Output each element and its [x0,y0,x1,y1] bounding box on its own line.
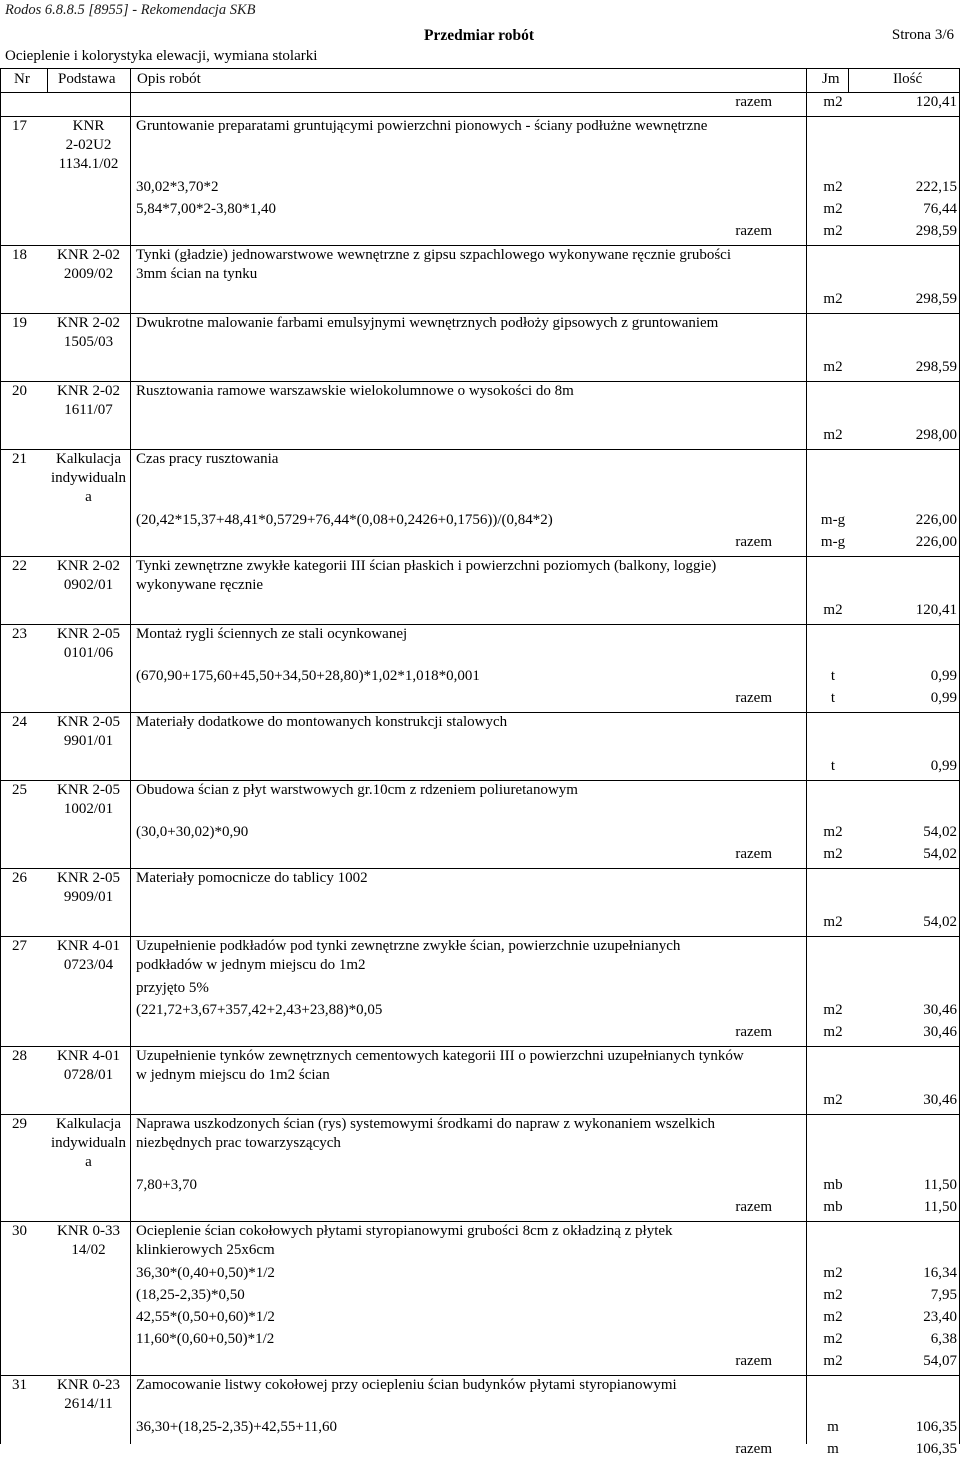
sum-label: razem [735,846,772,862]
item-basis: KNR 2-02 [57,383,120,399]
calc-formula: 36,30*(0,40+0,50)*1/2 [136,1265,275,1281]
sum-quantity: 226,00 [915,534,957,550]
calc-formula: 5,84*7,00*2-3,80*1,40 [136,201,276,217]
item-description: Uzupełnienie tynków zewnętrznych cementowych kategorii III o powierzchni uzupełnianych tynków [136,1048,744,1064]
table-border-top [0,68,960,69]
item-basis: 1505/03 [63,334,114,350]
item-description: Obudowa ścian z płyt warstwowych gr.10cm z rdzeniem poliuretanowym [136,782,578,798]
software-caption: Rodos 6.8.8.5 [8955] - Rekomendacja SKB [5,2,256,18]
sum-quantity: 54,07 [923,1353,957,1369]
item-description: Tynki zewnętrzne zwykłe kategorii III ścian płaskich i powierzchni poziomych (balkony, loggie) [136,558,717,574]
item-number: 25 [12,782,27,798]
item-basis: 0101/06 [63,645,114,661]
item-number: 18 [12,247,27,263]
item-basis: a [85,1154,92,1170]
sum-unit: m [827,1441,839,1457]
item-basis: KNR 2-05 [57,870,120,886]
item-basis: KNR 2-02 [57,247,120,263]
total-quantity: 30,46 [923,1092,957,1108]
sum-quantity: 54,02 [923,846,957,862]
sum-label: razem [735,1441,772,1457]
calc-unit: m-g [820,512,846,528]
calc-formula: (18,25-2,35)*0,50 [136,1287,245,1303]
calc-unit: m2 [823,1002,843,1018]
sum-quantity: 106,35 [915,1441,957,1457]
item-basis: 1611/07 [64,402,113,418]
calc-unit: m2 [823,824,843,840]
col-unit: Jm [822,71,840,87]
item-number: 30 [12,1223,27,1239]
item-description: Gruntowanie preparatami gruntującymi powierzchni pionowych - ściany podłużne wewnętrzne [136,118,708,134]
col-nr: Nr [14,71,30,87]
calc-quantity: 30,46 [923,1002,957,1018]
item-number: 17 [12,118,27,134]
sum-label: razem [735,1353,772,1369]
item-description: Materiały pomocnicze do tablicy 1002 [136,870,368,886]
calc-quantity: 7,95 [930,1287,957,1303]
total-unit: t [830,758,836,774]
calc-quantity: 226,00 [915,512,957,528]
calc-unit: m2 [823,179,843,195]
item-number: 29 [12,1116,27,1132]
item-basis: Kalkulacja [56,1116,121,1132]
calc-quantity: 106,35 [915,1419,957,1435]
item-number: 21 [12,451,27,467]
calc-unit: m2 [823,1331,843,1347]
total-unit: m2 [823,602,843,618]
calc-unit: m2 [823,201,843,217]
calc-unit: t [830,668,836,684]
calc-formula: 7,80+3,70 [136,1177,197,1193]
total-quantity: 298,59 [915,291,957,307]
item-basis: 0723/04 [63,957,114,973]
sum-unit: m2 [823,223,843,239]
item-description: Montaż rygli ściennych ze stali ocynkowanej [136,626,408,642]
item-description: 3mm ścian na tynku [136,266,258,282]
sum-unit: mb [823,1199,843,1215]
calc-quantity: 222,15 [915,179,957,195]
row-divider [0,116,960,117]
item-basis: KNR 4-01 [57,1048,120,1064]
calc-formula: 30,02*3,70*2 [136,179,219,195]
sum-label: razem [735,223,772,239]
item-basis: 2009/02 [63,266,114,282]
row-divider [0,381,960,382]
item-basis: 2614/11 [64,1396,113,1412]
calc-formula: (670,90+175,60+45,50+34,50+28,80)*1,02*1,018*0,001 [136,668,480,684]
item-basis: 2-02U2 [65,137,112,153]
calc-formula: (221,72+3,67+357,42+2,43+23,88)*0,05 [136,1002,383,1018]
item-basis: KNR 0-33 [57,1223,120,1239]
item-basis: 1134.1/02 [58,156,119,172]
item-description: Dwukrotne malowanie farbami emulsyjnymi wewnętrznych podłoży gipsowych z gruntowaniem [136,315,719,331]
sum-label: razem [735,94,772,110]
sum-quantity: 298,59 [915,223,957,239]
column-border [806,68,807,1444]
col-basis: Podstawa [58,71,116,87]
item-number: 20 [12,383,27,399]
calc-quantity: 11,50 [923,1177,957,1193]
sum-quantity: 30,46 [923,1024,957,1040]
item-number: 31 [12,1377,27,1393]
total-unit: m2 [823,427,843,443]
item-basis: indywidualn [51,1135,126,1151]
item-description: Uzupełnienie podkładów pod tynki zewnętrzne zwykłe ścian, powierzchnie uzupełnianych [136,938,681,954]
total-quantity: 54,02 [923,914,957,930]
row-divider [0,712,960,713]
sum-label: razem [735,1199,772,1215]
total-quantity: 0,99 [930,758,957,774]
sum-label: razem [735,1024,772,1040]
project-subtitle: Ocieplenie i kolorystyka elewacji, wymiana stolarki [5,48,318,64]
total-unit: m2 [823,291,843,307]
item-description: Zamocowanie listwy cokołowej przy ociepleniu ścian budynków płytami styropianowymi [136,1377,677,1393]
row-divider [0,624,960,625]
document-title: Przedmiar robót [424,27,535,44]
item-description: klinkierowych 25x6cm [136,1242,275,1258]
page-number: Strona 3/6 [891,27,954,43]
item-basis: KNR 2-02 [57,315,120,331]
row-divider [0,449,960,450]
item-basis: KNR 2-05 [57,714,120,730]
col-quantity: Ilość [893,71,923,87]
item-basis: KNR 2-02 [57,558,120,574]
item-basis: 14/02 [71,1242,106,1258]
calc-formula: 42,55*(0,50+0,60)*1/2 [136,1309,275,1325]
item-number: 19 [12,315,27,331]
calc-quantity: 0,99 [930,668,957,684]
item-basis: KNR 4-01 [57,938,120,954]
item-basis: KNR 0-23 [57,1377,120,1393]
sum-unit: t [830,690,836,706]
row-divider [0,936,960,937]
sum-unit: m2 [823,846,843,862]
sum-label: razem [735,690,772,706]
calc-formula: 11,60*(0,60+0,50)*1/2 [136,1331,275,1347]
item-basis: a [85,489,92,505]
sum-label: razem [735,534,772,550]
item-description: Tynki (gładzie) jednowarstwowe wewnętrzne z gipsu szpachlowego wykonywane ręcznie grubości [136,247,731,263]
sum-quantity: 120,41 [915,94,957,110]
row-divider [0,245,960,246]
item-basis: Kalkulacja [56,451,121,467]
item-number: 28 [12,1048,27,1064]
item-description: Czas pracy rusztowania [136,451,279,467]
item-basis: 9909/01 [63,889,114,905]
item-basis: KNR [72,118,105,134]
calc-quantity: 6,38 [930,1331,957,1347]
calc-formula: 36,30+(18,25-2,35)+42,55+11,60 [136,1419,338,1435]
calc-quantity: 76,44 [923,201,957,217]
total-unit: m2 [823,359,843,375]
total-unit: m2 [823,914,843,930]
item-basis: indywidualn [51,470,126,486]
total-quantity: 298,00 [915,427,957,443]
calc-formula: (30,0+30,02)*0,90 [136,824,249,840]
item-number: 26 [12,870,27,886]
total-unit: m2 [823,1092,843,1108]
item-basis: 0902/01 [63,577,114,593]
calc-unit: m2 [823,1309,843,1325]
col-description: Opis robót [137,71,201,87]
item-basis: 0728/01 [63,1067,114,1083]
item-description: Rusztowania ramowe warszawskie wielokolumnowe o wysokości do 8m [136,383,574,399]
item-description: Naprawa uszkodzonych ścian (rys) systemowymi środkami do napraw z wykonaniem wszelkich [136,1116,716,1132]
item-number: 22 [12,558,27,574]
calc-unit: mb [823,1177,843,1193]
sum-unit: m2 [823,94,843,110]
sum-quantity: 11,50 [923,1199,957,1215]
calc-unit: m2 [823,1265,843,1281]
item-description: Materiały dodatkowe do montowanych konstrukcji stalowych [136,714,508,730]
calc-quantity: 16,34 [923,1265,957,1281]
total-quantity: 298,59 [915,359,957,375]
item-number: 27 [12,938,27,954]
row-divider [0,868,960,869]
item-basis: KNR 2-05 [57,626,120,642]
row-divider [0,1375,960,1376]
item-description: niezbędnych prac towarzyszących [136,1135,341,1151]
calc-quantity: 23,40 [923,1309,957,1325]
calc-unit: m [827,1419,839,1435]
calc-formula: (20,42*15,37+48,41*0,5729+76,44*(0,08+0,2426+0,1756))/(0,84*2) [136,512,553,528]
row-divider [0,1114,960,1115]
header-divider [0,92,960,93]
item-basis: KNR 2-05 [57,782,120,798]
row-divider [0,780,960,781]
sum-unit: m2 [823,1024,843,1040]
item-basis: 1002/01 [63,801,114,817]
calc-quantity: 54,02 [923,824,957,840]
row-divider [0,1046,960,1047]
calc-unit: m2 [823,1287,843,1303]
column-border [848,68,849,92]
item-description: podkładów w jednym miejscu do 1m2 [136,957,366,973]
item-note: przyjęto 5% [136,980,209,996]
item-description: wykonywane ręcznie [136,577,264,593]
item-basis: 9901/01 [63,733,114,749]
column-border [0,68,1,1444]
row-divider [0,1221,960,1222]
sum-unit: m-g [820,534,846,550]
row-divider [0,556,960,557]
item-description: Ocieplenie ścian cokołowych płytami styropianowymi grubości 8cm z okładziną z płytek [136,1223,673,1239]
sum-quantity: 0,99 [930,690,957,706]
item-number: 23 [12,626,27,642]
table-header [0,68,960,92]
sum-unit: m2 [823,1353,843,1369]
total-quantity: 120,41 [915,602,957,618]
column-border [47,68,48,92]
item-description: w jednym miejscu do 1m2 ścian [136,1067,330,1083]
item-number: 24 [12,714,27,730]
column-border [130,68,131,1444]
row-divider [0,313,960,314]
